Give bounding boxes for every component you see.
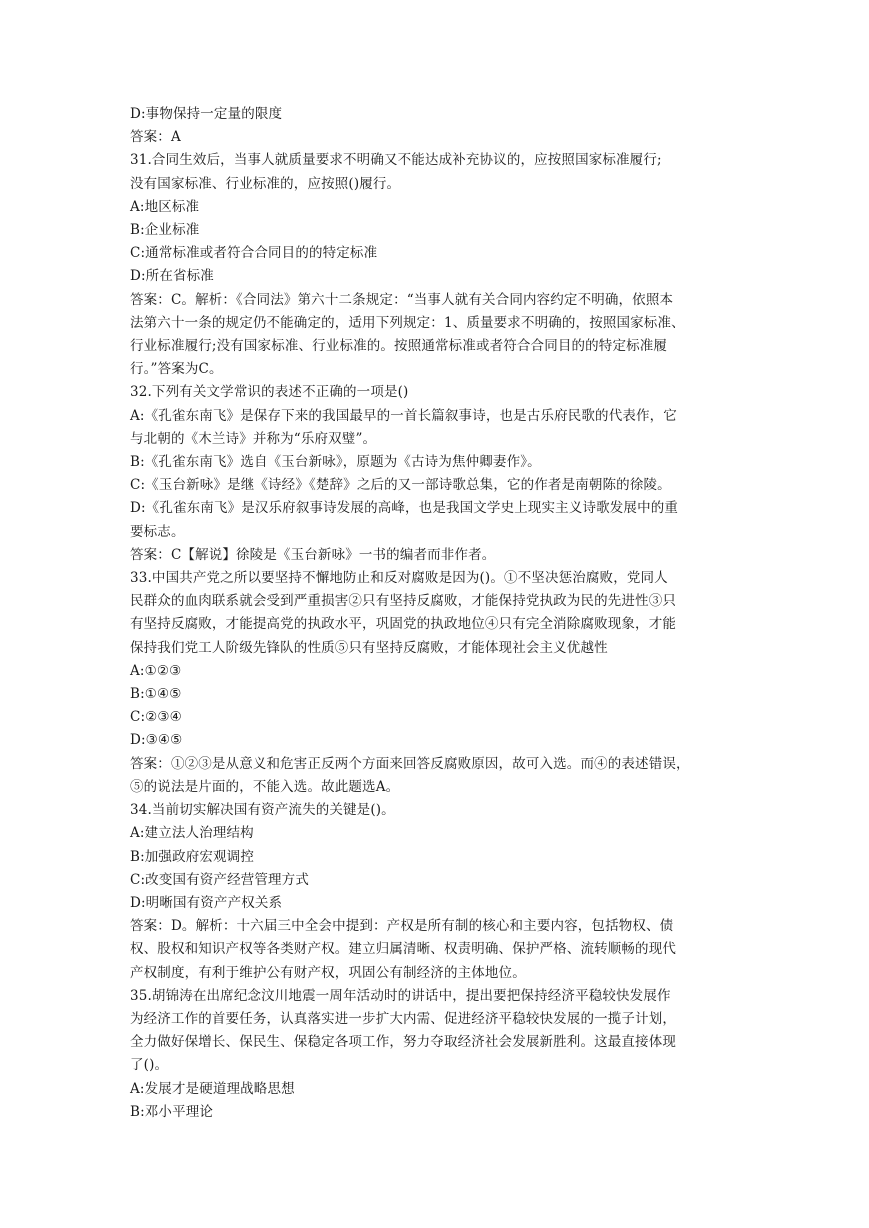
text-line: 31.合同生效后，当事人就质量要求不明确又不能达成补充协议的，应按照国家标准履行;: [130, 152, 662, 169]
text-line: 答案：C【解说】徐陵是《玉台新咏》一书的编者而非作者。: [130, 546, 496, 563]
text-line: A:发展才是硬道理战略思想: [130, 1080, 295, 1097]
text-line: B:邓小平理论: [130, 1103, 214, 1120]
text-line: 保持我们党工人阶级先锋队的性质⑤只有坚持反腐败，才能体现社会主义优越性: [130, 639, 608, 656]
text-line: 33.中国共产党之所以要坚持不懈地防止和反对腐败是因为()。①不坚决惩治腐败，党同人: [130, 570, 668, 587]
text-line: 32.下列有关文学常识的表述不正确的一项是(): [130, 384, 409, 401]
text-line: C:《玉台新咏》是继《诗经》《楚辞》之后的又一部诗歌总集，它的作者是南朝陈的徐陵。: [130, 477, 671, 494]
text-line: A:地区标准: [130, 198, 200, 215]
text-line: 有坚持反腐败，才能提高党的执政水平，巩固党的执政地位④只有完全消除腐败现象，才能: [130, 616, 676, 633]
text-line: C:改变国有资产经营管理方式: [130, 871, 309, 888]
text-line: 为经济工作的首要任务，认真落实进一步扩大内需、促进经济平稳较快发展的一揽子计划，: [130, 1010, 676, 1027]
text-line: 民群众的血肉联系就会受到严重损害②只有坚持反腐败，才能保持党执政为民的先进性③只: [130, 593, 676, 610]
text-line: B:①④⑤: [130, 686, 182, 703]
text-line: ⑤的说法是片面的，不能入选。故此题选A。: [130, 778, 400, 795]
text-line: B:《孔雀东南飞》选自《玉台新咏》，原题为《古诗为焦仲卿妻作》。: [130, 454, 541, 471]
text-line: 行业标准履行;没有国家标准、行业标准的。按照通常标准或者符合合同目的的特定标准履: [130, 338, 668, 355]
text-line: A:①②③: [130, 662, 182, 679]
text-line: D:《孔雀东南飞》是汉乐府叙事诗发展的高峰，也是我国文学史上现实主义诗歌发展中的重: [130, 500, 679, 517]
text-line: 产权制度，有利于维护公有财产权，巩固公有制经济的主体地位。: [130, 964, 526, 981]
text-line: 35.胡锦涛在出席纪念汶川地震一周年活动时的讲话中，提出要把保持经济平稳较快发展作: [130, 987, 671, 1004]
text-line: 没有国家标准、行业标准的，应按照()履行。: [130, 175, 401, 192]
text-line: 法第六十一条的规定仍不能确定的，适用下列规定：1、质量要求不明确的，按照国家标准、: [130, 314, 685, 331]
text-line: D:事物保持一定量的限度: [130, 106, 283, 122]
text-line: 要标志。: [130, 523, 185, 540]
text-line: 答案：①②③是从意义和危害正反两个方面来回答反腐败原因，故可入选。而④的表述错误，: [130, 755, 690, 772]
text-line: A:建立法人治理结构: [130, 825, 254, 842]
text-line: B:企业标准: [130, 222, 200, 239]
text-line: 与北朝的《木兰诗》并称为“乐府双璧”。: [130, 430, 377, 447]
text-line: 权、股权和知识产权等各类财产权。建立归属清晰、权责明确、保护严格、流转顺畅的现代: [130, 941, 676, 958]
text-line: 行。”答案为C。: [130, 361, 223, 378]
text-line: B:加强政府宏观调控: [130, 848, 254, 865]
text-line: 答案：C。解析：《合同法》第六十二条规定：“当事人就有关合同内容约定不明确，依照本: [130, 291, 674, 308]
text-line: 答案：A: [130, 129, 181, 146]
text-line: C:②③④: [130, 709, 182, 726]
text-line: D:明晰国有资产产权关系: [130, 894, 283, 911]
text-line: A:《孔雀东南飞》是保存下来的我国最早的一首长篇叙事诗，也是古乐府民歌的代表作，它: [130, 407, 677, 424]
text-line: D:所在省标准: [130, 268, 214, 285]
document-page: [130, 103, 742, 1124]
text-line: D:③④⑤: [130, 732, 183, 749]
text-line: 答案：D。解析：十六届三中全会中提到：产权是所有制的核心和主要内容，包括物权、债: [130, 918, 674, 935]
text-line: C:通常标准或者符合合同目的的特定标准: [130, 245, 378, 262]
text-line: 34.当前切实解决国有资产流失的关键是()。: [130, 802, 395, 819]
text-line: 了()。: [130, 1057, 169, 1074]
text-line: 全力做好保增长、保民生、保稳定各项工作，努力夺取经济社会发展新胜利。这最直接体现: [130, 1034, 676, 1051]
